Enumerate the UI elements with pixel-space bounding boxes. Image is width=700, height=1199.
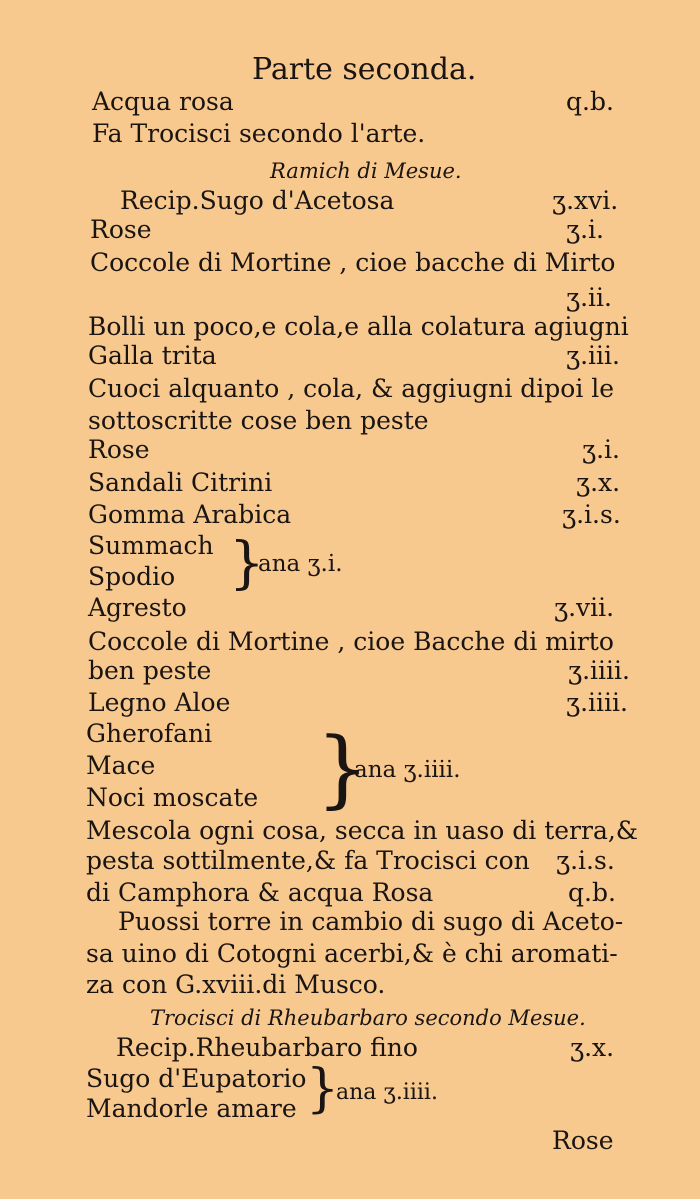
line-text: Galla trita — [88, 341, 217, 370]
brace-icon: } — [306, 1059, 340, 1119]
quantity: ʒ.iiii. — [568, 656, 630, 685]
quantity: ʒ.x. — [576, 468, 621, 497]
line-text: Recip.Sugo d'Acetosa — [120, 186, 395, 215]
text-line — [0, 311, 700, 343]
line-text: Mescola ogni cosa, secca in uaso di terra,& — [86, 816, 639, 845]
quantity: ʒ.vii. — [554, 593, 615, 622]
text-line — [0, 845, 700, 877]
line-text: Agresto — [88, 593, 187, 622]
quantity: ʒ.i. — [566, 215, 605, 244]
text-line — [0, 434, 700, 466]
line-text: Gomma Arabica — [88, 500, 292, 529]
line-text: Cuoci alquanto , cola, & aggiugni dipoi le — [88, 374, 615, 403]
line-text: Coccole di Mortine , cioe bacche di Mirto — [90, 248, 616, 277]
line-text: Bolli un poco,e cola,e alla colatura agiugni — [88, 312, 629, 341]
text-line — [0, 499, 700, 531]
line-text: Fa Trocisci secondo l'arte. — [92, 119, 426, 148]
text-line — [0, 626, 700, 658]
text-line — [0, 530, 700, 562]
line-text: Sandali Citrini — [88, 468, 273, 497]
line-text: Rose — [88, 435, 150, 464]
catchword: Rose — [552, 1126, 614, 1155]
line-text: Coccole di Mortine , cioe Bacche di mirto — [88, 627, 614, 656]
text-line — [0, 247, 700, 279]
group-label-gherofani-mace-noci: ana ʒ.iiii. — [354, 757, 461, 783]
text-line — [0, 877, 700, 909]
line-text: Recip.Rheubarbaro fino — [116, 1033, 418, 1062]
brace-icon: } — [316, 719, 370, 817]
text-line — [0, 969, 700, 1001]
quantity: ʒ.ii. — [566, 283, 612, 312]
text-line — [0, 938, 700, 970]
quantity: ʒ.iiii. — [566, 688, 628, 717]
text-line — [0, 214, 700, 246]
text-line — [0, 185, 700, 217]
quantity: ʒ.x. — [570, 1033, 615, 1062]
text-line — [0, 118, 700, 150]
quantity: ʒ.i.s. — [562, 500, 621, 529]
group-label-eupatorio-mandorle: ana ʒ.iiii. — [336, 1080, 438, 1105]
line-text: pesta sottilmente,& fa Trocisci con — [86, 846, 530, 875]
line-text: sottoscritte cose ben peste — [88, 406, 429, 435]
line-text: di Camphora & acqua Rosa — [86, 878, 434, 907]
text-line — [0, 282, 700, 314]
line-text: Noci moscate — [86, 783, 259, 812]
text-line — [0, 373, 700, 405]
quantity: ʒ.i. — [582, 435, 621, 464]
text-line — [0, 906, 700, 938]
line-text: za con G.xviii.di Musco. — [86, 970, 386, 999]
text-line — [0, 1002, 700, 1034]
line-text: Gherofani — [86, 719, 213, 748]
text-line — [0, 155, 700, 187]
quantity: ʒ.xvi. — [552, 186, 619, 215]
quantity: q.b. — [566, 87, 614, 116]
text-line — [0, 687, 700, 719]
quantity: q.b. — [568, 878, 616, 907]
text-line — [0, 340, 700, 372]
text-line — [0, 405, 700, 437]
section-heading: Ramich di Mesue. — [270, 159, 462, 183]
group-label-summach-spodio: ana ʒ.i. — [258, 551, 343, 577]
line-text: ben peste — [88, 656, 212, 685]
section-heading: Trocisci di Rheubarbaro secondo Mesue. — [150, 1006, 586, 1030]
line-text: Sugo d'Eupatorio — [86, 1064, 307, 1093]
line-text: sa uino di Cotogni acerbi,& è chi aromati- — [86, 939, 618, 968]
line-text: Summach — [88, 531, 214, 560]
text-line — [0, 815, 700, 847]
text-line — [0, 592, 700, 624]
line-text: Legno Aloe — [88, 688, 231, 717]
line-text: Spodio — [88, 562, 176, 591]
brace-icon: } — [229, 531, 265, 596]
line-text: Mandorle amare — [86, 1094, 297, 1123]
line-text: Mace — [86, 751, 156, 780]
text-line — [0, 655, 700, 687]
text-line — [0, 86, 700, 118]
text-line — [0, 561, 700, 593]
line-text: Puossi torre in cambio di sugo di Aceto- — [118, 907, 624, 936]
text-line — [0, 1032, 700, 1064]
line-text: Acqua rosa — [92, 87, 234, 116]
quantity: ʒ.iii. — [566, 341, 620, 370]
page-title: Parte seconda. — [252, 52, 477, 87]
quantity: ʒ.i.s. — [556, 846, 615, 875]
line-text: Rose — [90, 215, 152, 244]
text-line — [0, 467, 700, 499]
